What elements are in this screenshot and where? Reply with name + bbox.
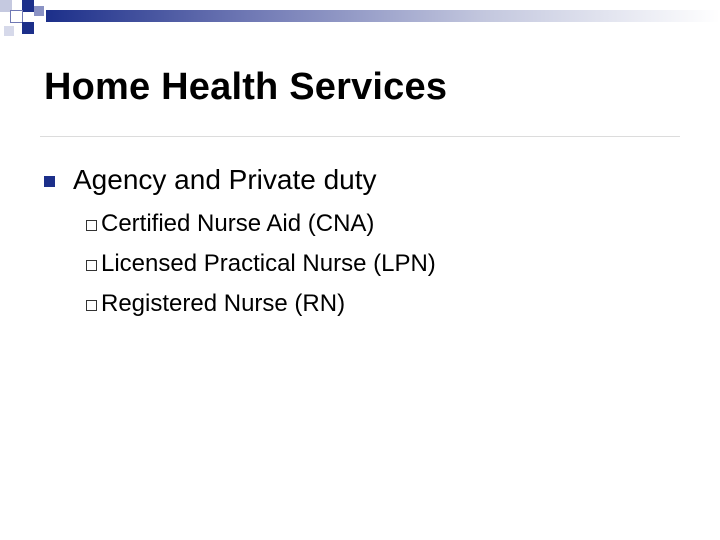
header-gradient-bar: [46, 10, 720, 22]
sub-bullet-list: [86, 204, 436, 324]
hollow-square-icon: [86, 220, 97, 231]
sub-bullet-text: Registered Nurse (RN): [101, 290, 346, 317]
corner-square-icon: [34, 6, 44, 16]
slide-title: Home Health Services: [44, 66, 448, 108]
title-divider: [40, 136, 680, 137]
corner-square-icon: [4, 26, 14, 36]
sub-bullet-text: Certified Nurse Aid (CNA): [101, 210, 375, 237]
sub-bullet-text: Licensed Practical Nurse (LPN): [101, 250, 436, 277]
sub-bullet-item: [86, 284, 436, 324]
bullet-text: Agency and Private duty: [73, 164, 377, 195]
hollow-square-icon: [86, 260, 97, 271]
hollow-square-icon: [86, 300, 97, 311]
corner-square-icon: [22, 0, 34, 12]
sub-bullet-item: [86, 244, 436, 284]
corner-square-icon: [22, 22, 34, 34]
sub-bullet-item: [86, 204, 436, 244]
bullet-item: [44, 164, 377, 196]
filled-square-icon: [44, 176, 55, 187]
